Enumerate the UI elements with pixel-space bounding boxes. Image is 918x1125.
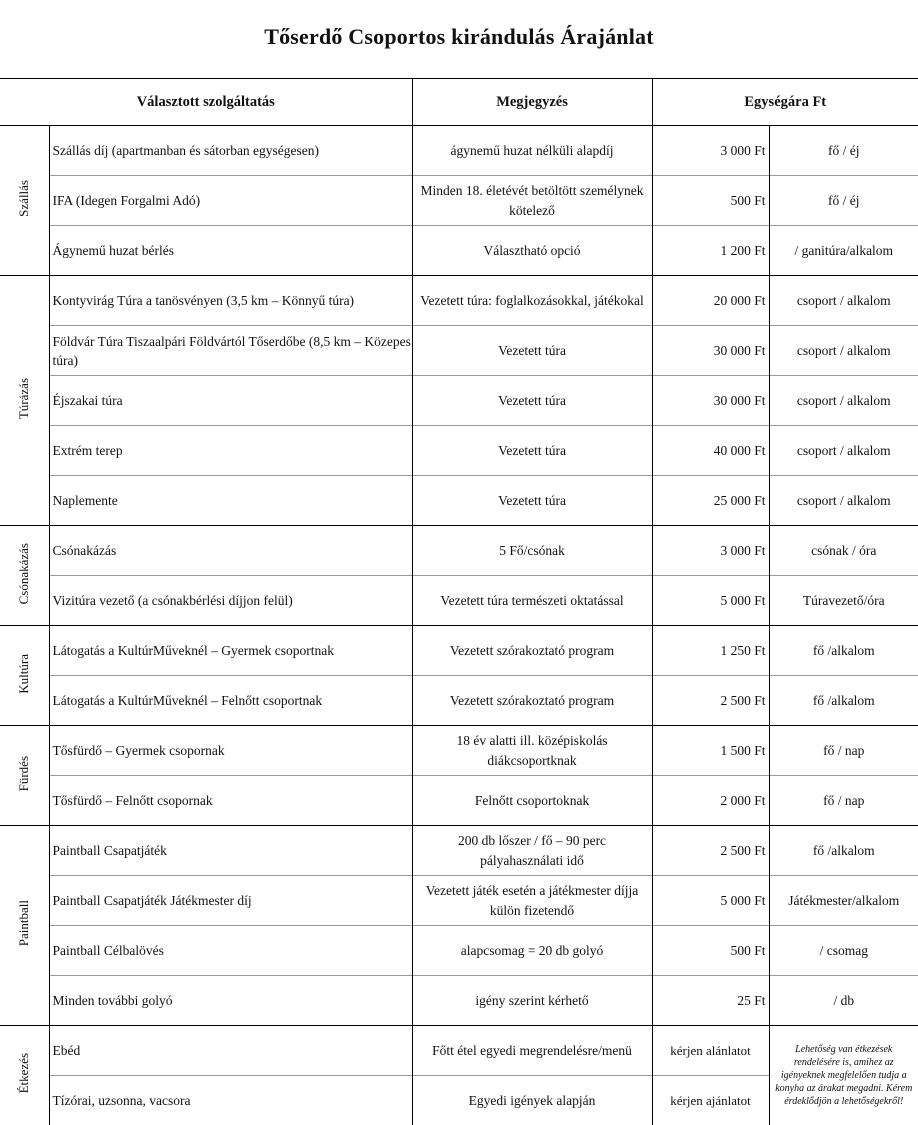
unit-cell: csoport / alkalom <box>769 326 918 376</box>
note-cell: 200 db lőszer / fő – 90 perc pályahasználati idő <box>412 826 652 876</box>
request-offer-cell: kérjen alánlatot <box>652 1026 769 1076</box>
note-cell: Minden 18. életévét betöltött személynek kötelező <box>412 176 652 226</box>
service-cell: Naplemente <box>49 476 412 526</box>
service-cell: Tősfürdő – Felnőtt csopornak <box>49 776 412 826</box>
note-cell: Vezetett túra természeti oktatással <box>412 576 652 626</box>
price-cell: 500 Ft <box>652 926 769 976</box>
price-cell: 1 500 Ft <box>652 726 769 776</box>
unit-cell: csoport / alkalom <box>769 276 918 326</box>
unit-cell: Játékmester/alkalom <box>769 876 918 926</box>
table-row <box>0 326 918 376</box>
unit-cell: fő / nap <box>769 726 918 776</box>
service-cell: Szállás díj (apartmanban és sátorban egységesen) <box>49 126 412 176</box>
table-row <box>0 176 918 226</box>
price-cell: 5 000 Ft <box>652 876 769 926</box>
price-cell: 25 000 Ft <box>652 476 769 526</box>
category-cell <box>0 1026 49 1125</box>
unit-cell: Túravezető/óra <box>769 576 918 626</box>
category-cell <box>0 276 49 526</box>
service-cell: Éjszakai túra <box>49 376 412 426</box>
table-row <box>0 676 918 726</box>
unit-cell: csónak / óra <box>769 526 918 576</box>
category-label: Túrázás <box>16 378 32 419</box>
service-cell: Tősfürdő – Gyermek csopornak <box>49 726 412 776</box>
unit-cell: fő / nap <box>769 776 918 826</box>
unit-cell: fő / éj <box>769 126 918 176</box>
header-service: Választott szolgáltatás <box>0 79 412 126</box>
price-cell: 2 500 Ft <box>652 676 769 726</box>
table-body <box>0 126 918 1125</box>
price-cell: 2 500 Ft <box>652 826 769 876</box>
service-cell: Paintball Csapatjáték <box>49 826 412 876</box>
service-cell: Látogatás a KultúrMűveknél – Felnőtt csoportnak <box>49 676 412 726</box>
unit-cell: fő /alkalom <box>769 826 918 876</box>
service-cell: Ebéd <box>49 1026 412 1076</box>
price-cell: 30 000 Ft <box>652 376 769 426</box>
note-cell: Főtt étel egyedi megrendelésre/menü <box>412 1026 652 1076</box>
price-table <box>0 78 918 1125</box>
table-row <box>0 126 918 176</box>
unit-cell: csoport / alkalom <box>769 426 918 476</box>
service-cell: Extrém terep <box>49 426 412 476</box>
note-cell: ágynemű huzat nélküli alapdíj <box>412 126 652 176</box>
price-cell: 25 Ft <box>652 976 769 1026</box>
unit-cell: / ganitúra/alkalom <box>769 226 918 276</box>
table-row <box>0 426 918 476</box>
service-cell: Paintball Csapatjáték Játékmester díj <box>49 876 412 926</box>
service-cell: Földvár Túra Tiszaalpári Földvártól Tőserdőbe (8,5 km – Közepes túra) <box>49 326 412 376</box>
price-cell: 1 200 Ft <box>652 226 769 276</box>
table-row <box>0 776 918 826</box>
table-row <box>0 226 918 276</box>
table-row <box>0 926 918 976</box>
note-cell: Vezetett szórakoztató program <box>412 676 652 726</box>
table-row <box>0 876 918 926</box>
unit-cell: fő /alkalom <box>769 626 918 676</box>
unit-cell: fő / éj <box>769 176 918 226</box>
table-row <box>0 1026 918 1076</box>
table-row <box>0 526 918 576</box>
price-cell: 500 Ft <box>652 176 769 226</box>
note-cell: Választható opció <box>412 226 652 276</box>
price-cell: 2 000 Ft <box>652 776 769 826</box>
note-cell: Vezetett szórakoztató program <box>412 626 652 676</box>
header-price: Egységára Ft <box>652 79 918 126</box>
service-cell: Minden további golyó <box>49 976 412 1026</box>
unit-cell: csoport / alkalom <box>769 476 918 526</box>
note-cell: Egyedi igények alapján <box>412 1076 652 1125</box>
category-label: Kultúra <box>16 654 32 694</box>
price-cell: 40 000 Ft <box>652 426 769 476</box>
unit-cell: / csomag <box>769 926 918 976</box>
table-row <box>0 576 918 626</box>
note-cell: alapcsomag = 20 db golyó <box>412 926 652 976</box>
unit-cell: fő /alkalom <box>769 676 918 726</box>
note-cell: Felnőtt csoportoknak <box>412 776 652 826</box>
request-offer-cell: kérjen ajánlatot <box>652 1076 769 1125</box>
header-note: Megjegyzés <box>412 79 652 126</box>
category-label: Csónakázás <box>16 543 32 604</box>
category-label: Paintball <box>16 900 32 946</box>
service-cell: Látogatás a KultúrMűveknél – Gyermek csoportnak <box>49 626 412 676</box>
food-side-note: Lehetőség van étkezések rendelésére is, amihez az igényeknek megfelelően tudja a konyha az árakat megadni. Kérem érdeklődjön a lehetőségekről! <box>769 1026 918 1125</box>
category-cell <box>0 126 49 276</box>
service-cell: Vizitúra vezető (a csónakbérlési díjjon felül) <box>49 576 412 626</box>
table-row <box>0 626 918 676</box>
note-cell: Vezetett túra <box>412 426 652 476</box>
category-label: Szállás <box>16 180 32 217</box>
note-cell: Vezetett túra <box>412 476 652 526</box>
category-label: Étkezés <box>16 1053 32 1093</box>
service-cell: Paintball Célbalövés <box>49 926 412 976</box>
category-cell <box>0 726 49 826</box>
price-cell: 3 000 Ft <box>652 526 769 576</box>
table-row <box>0 476 918 526</box>
note-cell: Vezetett játék esetén a játékmester díjja külön fizetendő <box>412 876 652 926</box>
note-cell: Vezetett túra: foglalkozásokkal, játékokal <box>412 276 652 326</box>
service-cell: Kontyvirág Túra a tanösvényen (3,5 km – Könnyű túra) <box>49 276 412 326</box>
price-cell: 1 250 Ft <box>652 626 769 676</box>
note-cell: Vezetett túra <box>412 376 652 426</box>
note-cell: 18 év alatti ill. középiskolás diákcsoportknak <box>412 726 652 776</box>
note-cell: 5 Fő/csónak <box>412 526 652 576</box>
price-cell: 5 000 Ft <box>652 576 769 626</box>
table-row <box>0 276 918 326</box>
note-cell: Vezetett túra <box>412 326 652 376</box>
table-row <box>0 826 918 876</box>
table-row <box>0 976 918 1026</box>
price-cell: 3 000 Ft <box>652 126 769 176</box>
unit-cell: / db <box>769 976 918 1026</box>
unit-cell: csoport / alkalom <box>769 376 918 426</box>
table-header-row <box>0 79 918 126</box>
category-cell <box>0 626 49 726</box>
service-cell: Csónakázás <box>49 526 412 576</box>
table-row <box>0 376 918 426</box>
note-cell: igény szerint kérhető <box>412 976 652 1026</box>
price-cell: 20 000 Ft <box>652 276 769 326</box>
service-cell: Ágynemű huzat bérlés <box>49 226 412 276</box>
service-cell: IFA (Idegen Forgalmi Adó) <box>49 176 412 226</box>
category-label: Fürdés <box>16 756 32 791</box>
table-row <box>0 726 918 776</box>
category-cell <box>0 526 49 626</box>
category-cell <box>0 826 49 1026</box>
price-cell: 30 000 Ft <box>652 326 769 376</box>
page-title: Tőserdő Csoportos kirándulás Árajánlat <box>0 24 918 50</box>
service-cell: Tízórai, uzsonna, vacsora <box>49 1076 412 1125</box>
